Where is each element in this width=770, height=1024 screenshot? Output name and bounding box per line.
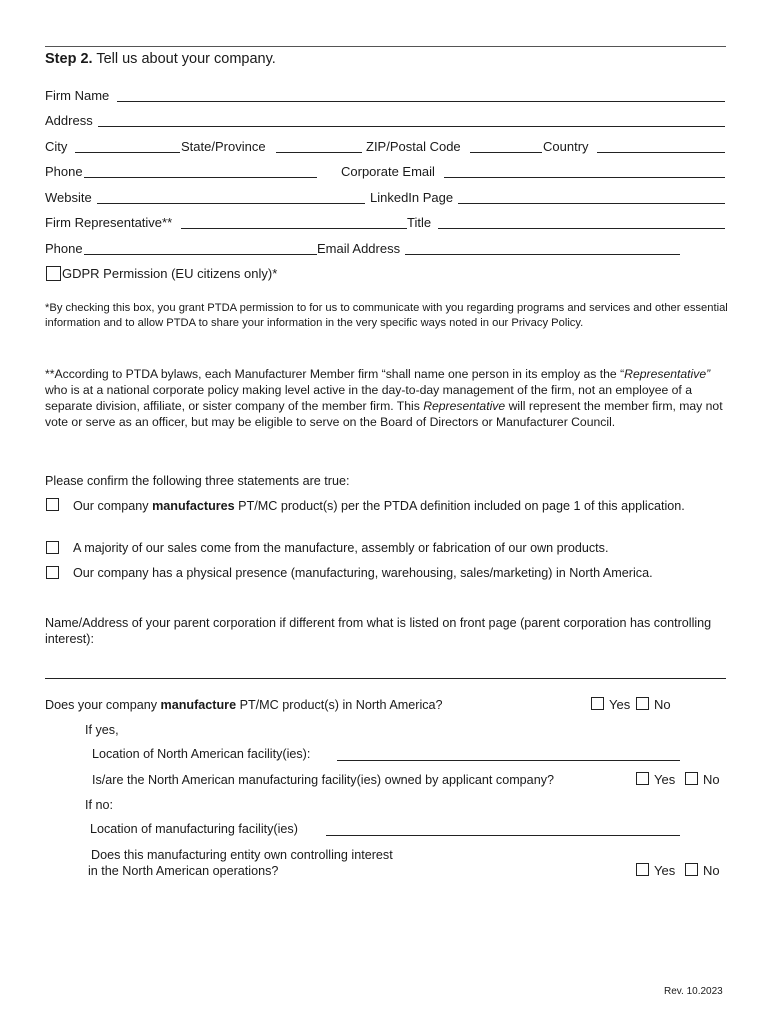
rep-phone-label: Phone bbox=[45, 241, 83, 256]
controlling-no-checkbox[interactable] bbox=[685, 863, 698, 876]
email-address-label: Email Address bbox=[317, 241, 401, 256]
owned-yes-checkbox[interactable] bbox=[636, 772, 649, 785]
rep-phone-field[interactable] bbox=[84, 254, 317, 255]
revision-footer: Rev. 10.2023 bbox=[664, 986, 723, 997]
statement-1-post: PT/MC product(s) per the PTDA definition included on page 1 of this application. bbox=[234, 499, 685, 513]
parent-corp-text: Name/Address of your parent corporation if different from what is listed on front page (parent corporation has controlling interest): bbox=[45, 616, 712, 646]
phone-label: Phone bbox=[45, 164, 83, 179]
country-field[interactable] bbox=[597, 152, 725, 153]
controlling-no-label: No bbox=[703, 863, 720, 878]
manufacture-question bbox=[45, 697, 443, 713]
title-label: Title bbox=[407, 215, 432, 230]
statement-1-pre: Our company bbox=[73, 499, 153, 513]
phone-field[interactable] bbox=[84, 177, 317, 178]
city-label: City bbox=[45, 139, 68, 154]
statement-2: A majority of our sales come from the manufacture, assembly or fabrication of our own products. bbox=[73, 541, 609, 555]
location-na-field[interactable] bbox=[337, 760, 680, 761]
if-yes-label: If yes, bbox=[85, 723, 119, 737]
country-label: Country bbox=[543, 139, 589, 154]
state-label: State/Province bbox=[181, 139, 266, 154]
email-address-field[interactable] bbox=[405, 254, 680, 255]
manufacture-q-post: PT/MC product(s) in North America? bbox=[236, 698, 443, 712]
controlling-yes-label: Yes bbox=[654, 863, 676, 878]
linkedin-field[interactable] bbox=[458, 203, 725, 204]
firm-rep-label: Firm Representative** bbox=[45, 215, 173, 230]
address-field[interactable] bbox=[98, 126, 725, 127]
if-no-label: If no: bbox=[85, 798, 114, 812]
statement-3: Our company has a physical presence (manufacturing, warehousing, sales/marketing) in North America. bbox=[73, 566, 653, 580]
address-label: Address bbox=[45, 113, 93, 128]
gdpr-checkbox[interactable] bbox=[46, 266, 61, 281]
bylaws-text-1: **According to PTDA bylaws, each Manufacturer Member firm “shall name one person in its employ as the “ bbox=[45, 367, 625, 381]
manufacture-no-checkbox[interactable] bbox=[636, 697, 649, 710]
owned-no-label: No bbox=[703, 772, 720, 787]
statement-1-bold: manufactures bbox=[152, 499, 235, 513]
statement-2-checkbox[interactable] bbox=[46, 541, 59, 554]
title-field[interactable] bbox=[438, 228, 725, 229]
bylaws-text-3: will represent the member firm, may not vote or serve as an officer, but may be eligible to serve on the Board of Directors or Manufacturer Council. bbox=[45, 399, 723, 429]
firm-rep-field[interactable] bbox=[181, 228, 407, 229]
confirm-intro: Please confirm the following three statements are true: bbox=[45, 474, 350, 488]
bylaws-text-2: who is at a national corporate policy making level active in the day-to-day management of the firm, not an employee of a separate division, affiliate, or sister company of the member firm. This bbox=[45, 383, 692, 413]
website-label: Website bbox=[45, 190, 92, 205]
statement-3-checkbox[interactable] bbox=[46, 566, 59, 579]
zip-label: ZIP/Postal Code bbox=[366, 139, 461, 154]
step-heading bbox=[45, 51, 276, 67]
owned-question: Is/are the North American manufacturing facility(ies) owned by applicant company? bbox=[92, 773, 554, 787]
step-title: Tell us about your company. bbox=[96, 51, 276, 67]
bylaws-rep2-italic: Representative bbox=[423, 399, 506, 413]
location-mfg-field[interactable] bbox=[326, 835, 680, 836]
parent-corp-field[interactable] bbox=[45, 678, 726, 679]
website-field[interactable] bbox=[97, 203, 365, 204]
manufacture-q-pre: Does your company bbox=[45, 698, 161, 712]
corporate-email-label: Corporate Email bbox=[341, 164, 435, 179]
manufacture-q-bold: manufacture bbox=[160, 698, 237, 712]
corporate-email-field[interactable] bbox=[444, 177, 725, 178]
gdpr-note: *By checking this box, you grant PTDA permission to for us to communicate with you regarding programs and services and other essential information and to allow PTDA to share your information in the very specific ways noted in our Privacy Policy. bbox=[45, 302, 728, 329]
top-rule bbox=[45, 46, 726, 47]
controlling-question-2: in the North American operations? bbox=[88, 864, 279, 878]
zip-field[interactable] bbox=[470, 152, 542, 153]
firm-name-field[interactable] bbox=[117, 101, 725, 102]
bylaws-note bbox=[45, 366, 729, 430]
manufacture-yes-label: Yes bbox=[609, 697, 631, 712]
statement-1-checkbox[interactable] bbox=[46, 498, 59, 511]
bylaws-rep-italic: Representative” bbox=[624, 367, 711, 381]
owned-no-checkbox[interactable] bbox=[685, 772, 698, 785]
city-field[interactable] bbox=[75, 152, 180, 153]
step-number: Step 2. bbox=[45, 51, 93, 67]
manufacture-no-label: No bbox=[654, 697, 671, 712]
state-field[interactable] bbox=[276, 152, 362, 153]
location-na-label: Location of North American facility(ies): bbox=[92, 747, 311, 761]
owned-yes-label: Yes bbox=[654, 772, 676, 787]
manufacture-yes-checkbox[interactable] bbox=[591, 697, 604, 710]
firm-name-label: Firm Name bbox=[45, 88, 110, 103]
controlling-question-1: Does this manufacturing entity own controlling interest bbox=[91, 848, 393, 862]
statement-1 bbox=[73, 498, 723, 514]
gdpr-label: GDPR Permission (EU citizens only)* bbox=[62, 266, 278, 281]
controlling-yes-checkbox[interactable] bbox=[636, 863, 649, 876]
linkedin-label: LinkedIn Page bbox=[370, 190, 454, 205]
location-mfg-label: Location of manufacturing facility(ies) bbox=[90, 822, 298, 836]
